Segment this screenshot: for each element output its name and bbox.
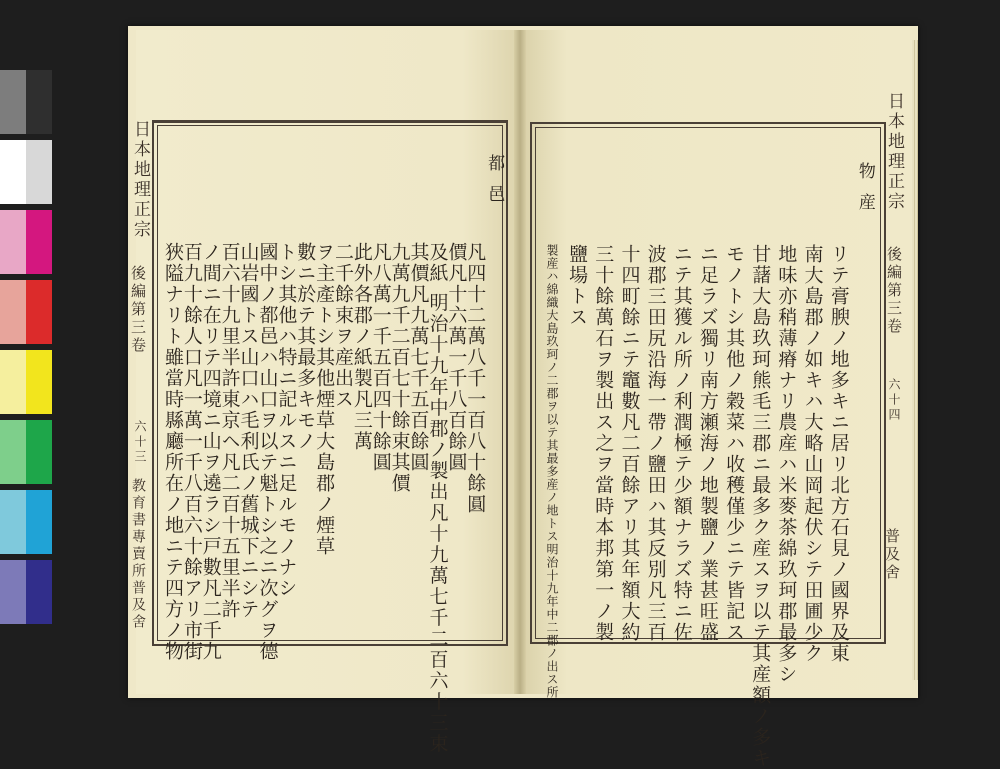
calibration-swatch <box>26 280 52 344</box>
right-text-columns <box>538 132 878 769</box>
gutter <box>514 30 526 694</box>
text-column: 數ニ於テ其最多キモノ <box>294 242 317 452</box>
calibration-swatch <box>0 350 26 414</box>
section-heading: 物産 <box>854 162 875 224</box>
left-margin-publisher: 教育書專賣所普及舍 <box>130 478 146 631</box>
text-column: 十四町餘ニテ竈數凡二百餘アリ其年額大約 <box>618 244 641 643</box>
right-margin-title: 日本地理正宗 <box>884 92 904 212</box>
calibration-swatch <box>26 490 52 554</box>
text-column: 其價凡九萬七千五百餘圓 <box>407 242 430 473</box>
left-folio: 六十三 <box>133 420 147 465</box>
calibration-swatch <box>26 140 52 204</box>
calibration-swatch <box>26 70 52 134</box>
calibration-swatch <box>26 350 52 414</box>
calibration-swatch <box>0 560 26 624</box>
text-column: 國中ノ都邑ハ山口ヲ以テ魁トシ之ニ次グヲ德 <box>256 242 279 662</box>
text-column: 三十餘萬石ヲ製出ス之ヲ當時本邦第一ノ製 <box>592 244 615 643</box>
text-column: ニ足ラズ獨リ南方瀬海ノ地製鹽ノ業甚旺盛 <box>696 244 719 643</box>
calibration-swatch <box>0 420 26 484</box>
text-column: 及紙 明治十九年中郡ノ製出凡十九萬七千二百六十三束 <box>426 242 449 755</box>
calibration-swatch <box>26 210 52 274</box>
text-column: 百六十九里半許東京ヘ凡二百十五里半許 <box>218 242 241 620</box>
text-column: ヲ主產トシ其他煙草大島郡ノ煙草 <box>313 242 336 557</box>
text-column: 南大島郡ノ如キハ大略山岡起伏シテ田圃少ク <box>801 244 824 664</box>
text-column: 百九十餘人口凡一萬一千八百六十餘アリ市街 <box>180 242 203 662</box>
text-column: 九萬九千二百七十餘束其價 <box>388 242 411 494</box>
left-text-frame <box>152 120 508 755</box>
left-margin-title: 日本地理正宗 <box>130 120 150 240</box>
left-text-columns <box>160 130 505 755</box>
calibration-swatch <box>0 140 26 204</box>
text-column: 鹽場トス <box>566 244 589 328</box>
calibration-swatch <box>0 210 26 274</box>
section-heading: 都邑 <box>484 154 505 216</box>
right-text-frame <box>530 122 886 769</box>
text-column: ノ間ニ在リテ四境ニ山ヲ遶ラシ戸數凡二千九 <box>199 242 222 662</box>
calibration-swatch <box>0 280 26 344</box>
calibration-swatch <box>0 70 26 134</box>
text-column: 地味亦稍薄瘠ナリ農産ハ米麥茶綿玖珂郡最多シ <box>775 244 798 685</box>
right-margin-publisher: 普及舍 <box>883 528 901 582</box>
right-folio: 六十四 <box>887 378 901 423</box>
text-column: ニテ其獲ル所ノ利潤極テ少額ナラズ特ニ佐 <box>670 244 693 643</box>
text-column: 製産ハ綿織大島玖珂ノ二郡ヲ以テ其最多産ノ地トス明治十九年中二郡ノ出ス所 <box>545 244 559 699</box>
calibration-swatch <box>26 560 52 624</box>
text-column: 二千餘束ヲ産出ス <box>332 242 354 410</box>
text-column: 價凡十六萬一千八百餘圓 <box>445 242 468 473</box>
left-margin-sub: 後編第三卷 <box>129 265 147 355</box>
calibration-swatch <box>0 490 26 554</box>
text-column: リテ膏腴ノ地多キニ居リ北方石見ノ國界及東 <box>827 244 850 664</box>
calibration-swatch <box>26 420 52 484</box>
text-column: 凡四十二萬八千一百八十餘圓 <box>464 242 487 515</box>
text-column: 山岩國トス山口ハ毛利氏ノ舊城下ニシテ <box>237 242 260 620</box>
text-column: 甘藷大島玖珂熊毛三郡ニ最多ク産スヲ以テ其産額ノ多キ <box>749 244 772 769</box>
text-column: モノトシ其他ノ穀菜ハ收穫僅少ニテ皆記ス <box>723 244 746 643</box>
right-margin-sub: 後編第三卷 <box>885 246 903 336</box>
text-column: 狹隘ナリト雖當時縣廳所在ノ地ニテ四方ノ物 <box>162 242 184 662</box>
text-column: 此外各郡ノ紙製凡三萬 <box>350 242 373 452</box>
text-column: トシ其他ハ特ニ記ルスニ足ルモノナシ <box>275 242 298 599</box>
color-calibration-strip <box>0 70 52 630</box>
text-column: 波郡三田尻沿海一帶ノ鹽田ハ其反別凡三百 <box>644 244 667 643</box>
text-column: 凡八萬一千五百四十餘圓 <box>369 242 392 473</box>
